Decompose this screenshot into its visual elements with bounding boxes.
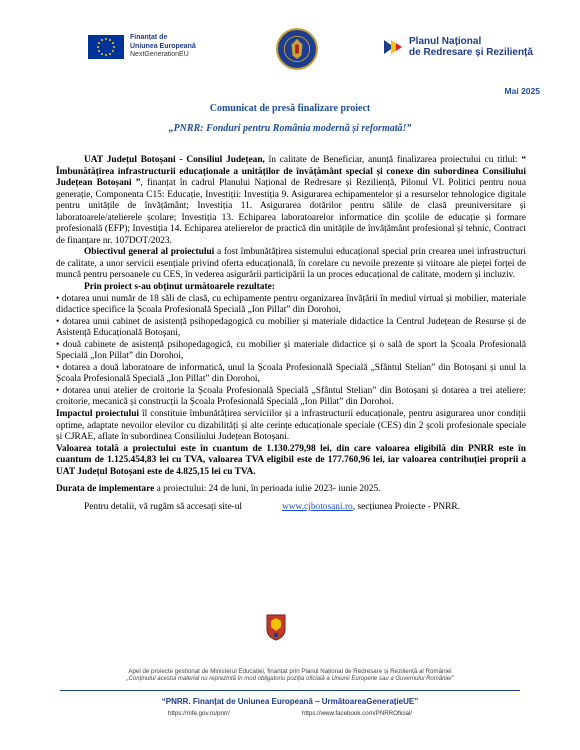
eu-star-icon bbox=[101, 53, 103, 55]
results-heading-text: Prin proiect s-au obținut următoarele rezultate: bbox=[84, 282, 275, 293]
footer-disclaimer: „Conținutul acestui material nu reprezintă în mod obligatoriu poziția oficială a Uniunii Europene sau a Guvernului României” bbox=[126, 676, 454, 682]
eu-star-icon bbox=[97, 46, 99, 48]
pnrr-line2: de Redresare și Reziliență bbox=[409, 47, 533, 58]
eu-star-icon bbox=[112, 42, 114, 44]
eu-logo-text bbox=[130, 34, 196, 60]
objective-paragraph bbox=[56, 247, 526, 282]
results-heading bbox=[56, 282, 526, 294]
eu-line2: Uniunea Europeană bbox=[130, 42, 196, 50]
result-item: • două cabinete de asistență psihopedagogică, cu mobilier și materiale didactice și o sală de sport la Școala Profesională Specială „Ion Pillat” din Dorohoi, bbox=[56, 340, 526, 363]
footer-divider bbox=[60, 690, 520, 691]
result-item: • dotarea unui atelier de croitorie la Școala Profesională Specială „Sfântul Stelian” din Botoșani și dotarea a trei ateliere: croitorie, mecanică și construcții la Școala Profesională Specială „Ion Pillat” din Dorohoi. bbox=[56, 386, 526, 409]
eu-flag-icon bbox=[88, 35, 124, 59]
header bbox=[0, 28, 580, 78]
project-title: “ Îmbunătățirea infrastructurii educaționale a unităților de învățământ special și conexe din subordinea Consiliului Județean Botoșani ” bbox=[56, 155, 527, 189]
pnrr-logo bbox=[382, 36, 533, 58]
intro-paragraph bbox=[56, 155, 526, 247]
footer-slogan: “PNRR. Finanțat de Uniunea Europeană – UrmătoareaGenerațieUE” bbox=[161, 697, 419, 706]
impact-paragraph bbox=[56, 409, 526, 444]
eu-funding-logo bbox=[88, 34, 196, 60]
crest-icon bbox=[278, 30, 316, 68]
result-item: • dotarea unui cabinet de asistență psihopedagogică cu mobilier și materiale didactice la Centrul Județean de Resurse și de Asistență Educațională Botoșani, bbox=[56, 317, 526, 340]
eu-star-icon bbox=[98, 50, 100, 52]
objective-text: a fost îmbunătățirea sistemului educațional special prin crearea unei infrastructuri de calitate, a unor servicii esențiale privind oferta educațională, în corelare cu nevoile prezente și viitoare ale pieței forței de muncă pentru persoanele cu CES, în vederea asigurării participării la un proces educațional de calitate, modern și incluziv. bbox=[56, 247, 526, 281]
beneficiary-name: UAT Județul Botoșani - Consiliul Județean, bbox=[84, 155, 265, 165]
eu-star-icon bbox=[105, 54, 107, 56]
eu-star-icon bbox=[109, 53, 111, 55]
eu-star-icon bbox=[98, 42, 100, 44]
eu-line3: NextGenerationEU bbox=[130, 51, 189, 58]
footer-funding-note: Apel de proiecte gestionat de Ministerul Educației, finanțat prin Planul Național de Redresare și Reziliență al României bbox=[128, 668, 452, 675]
intro-text-1: în calitate de Beneficiar, anunță finalizarea proiectului cu titlul: bbox=[264, 155, 522, 165]
intro-text-2: , finanțat în cadrul Planului Național de Redresare și Reziliență, Pilonul VI. Politici pentru noua generație, Componenta C15: Educație, Investiții: Investiția 9. Asigurarea echipamentelor și a resurselor tehnologice digitale pentru unitățile de învățământ; Investiția 11. Asigurarea dotărilor pentru sălile de clasă preuniversitare și laboratoarele/atelierele școlare; Investiția 13. Echiparea laboratoarelor informatice din școlile de educație și formare profesională (EFP); Investiția 14. Echiparea atelierelor de practică din unitățile de învățământ profesional și tehnic, Contract de finanțare nr. 107DOT/2023. bbox=[56, 178, 526, 246]
impact-label: Impactul proiectului bbox=[56, 409, 140, 420]
value-paragraph bbox=[56, 444, 526, 479]
project-value: Valoarea totală a proiectului este în cuantum de 1.130.279,98 lei, din care valoarea eligibilă din PNRR este în cuantum de 1.125.454,83 lei cu TVA, valoarea TVA eligibil este de 177.760,96 lei, iar valoarea contribuției proprii a UAT Județul Botoșani este de 4.825,15 lei cu TVA. bbox=[56, 443, 526, 477]
website-link[interactable]: www.cjbotosani.ro bbox=[282, 501, 353, 512]
page-title: Comunicat de presă finalizare proiect bbox=[209, 103, 371, 114]
duration-paragraph bbox=[56, 484, 526, 496]
eu-star-icon bbox=[109, 39, 111, 41]
eu-star-icon bbox=[105, 38, 107, 40]
eu-star-icon bbox=[112, 50, 114, 52]
press-release-body bbox=[56, 155, 526, 513]
county-coat-of-arms-icon bbox=[265, 613, 287, 641]
release-date: Mai 2025 bbox=[504, 86, 540, 96]
page-subtitle: „PNRR: Fonduri pentru România modernă și reformată!” bbox=[168, 123, 412, 134]
duration-text: a proiectului: 24 de luni, în perioada iulie 2023- iunie 2025. bbox=[154, 484, 381, 495]
duration-label: Durata de implementare bbox=[56, 484, 155, 495]
details-paragraph bbox=[56, 502, 526, 514]
eu-star-icon bbox=[101, 39, 103, 41]
result-item: • dotarea a două laboratoare de informatică, unul la Școala Profesională Specială „Sfântul Stelian” din Botoșani și unul la Școala Profesională Specială „Ion Pillat” din Dorohoi, bbox=[56, 363, 526, 386]
mfe-link[interactable]: https://mfe.gov.ro/pnrr/ bbox=[168, 710, 230, 717]
details-text-2: , secțiunea Proiecte - PNRR. bbox=[352, 501, 461, 512]
pnrr-logo-text bbox=[409, 36, 533, 58]
pnrr-mark-icon bbox=[382, 36, 404, 58]
impact-text: îl constituie îmbunătățirea serviciilor și a infrastructurii educaționale, pentru asigurarea unor condiții optime, adaptate nevoilor elevilor cu dizabilități și alte cerințe educaționale speciale (CES) din 2 școli profesionale speciale și CJRAE, aflate în subordinea Consiliului Județean Botoșani. bbox=[56, 409, 526, 443]
eu-line1: Finanțat de bbox=[130, 34, 168, 41]
facebook-link[interactable]: https://www.facebook.com/PNRROficial/ bbox=[302, 710, 413, 717]
objective-label: Obiectivul general al proiectului bbox=[84, 247, 215, 258]
details-text-1: Pentru detalii, vă rugăm să accesați site-ul bbox=[84, 501, 243, 512]
eu-star-icon bbox=[113, 46, 115, 48]
pnrr-line1: Planul Național bbox=[409, 36, 482, 47]
government-crest-logo bbox=[276, 28, 318, 70]
result-item: • dotarea unui număr de 18 săli de clasă, cu echipamente pentru organizarea învățării în mediul virtual și mobilier, materiale didactice specifice la Școala Profesională Specială „Ion Pillat” din Dorohoi, bbox=[56, 294, 526, 317]
